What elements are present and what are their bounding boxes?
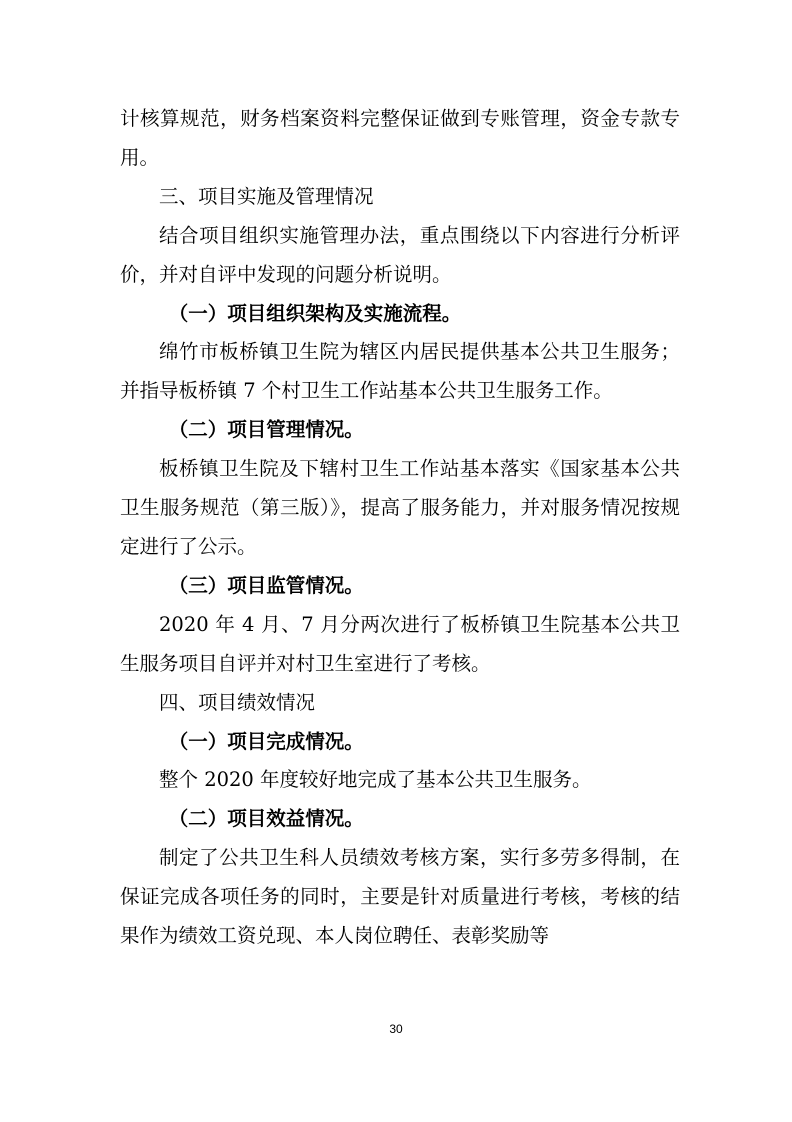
paragraph-finance-continuation: 计核算规范，财务档案资料完整保证做到专账管理，资金专款专用。 bbox=[120, 107, 680, 169]
paragraph-analysis-intro: 结合项目组织实施管理办法，重点围绕以下内容进行分析评价，并对自评中发现的问题分析说明。 bbox=[120, 223, 680, 286]
paragraph-organization: 绵竹市板桥镇卫生院为辖区内居民提供基本公共卫生服务；并指导板桥镇 7 个村卫生工作站基本公共卫生服务工作。 bbox=[120, 340, 680, 403]
page-number: 30 bbox=[389, 1022, 403, 1036]
heading-organization-structure: （一）项目组织架构及实施流程。 bbox=[168, 301, 462, 325]
heading-project-management: （二）项目管理情况。 bbox=[168, 418, 364, 442]
document-body bbox=[120, 100, 680, 956]
paragraph-benefits: 制定了公共卫生科人员绩效考核方案，实行多劳多得制，在保证完成各项任务的同时，主要是针对质量进行考核，考核的结果作为绩效工资兑现、本人岗位聘任、表彰奖励等 bbox=[120, 846, 680, 948]
paragraph-management: 板桥镇卫生院及下辖村卫生工作站基本落实《国家基本公共卫生服务规范（第三版）》，提高了服务能力，并对服务情况按规定进行了公示。 bbox=[120, 457, 680, 558]
heading-supervision: （三）项目监管情况。 bbox=[168, 573, 364, 597]
heading-completion: （一）项目完成情况。 bbox=[168, 729, 364, 753]
heading-benefits: （二）项目效益情况。 bbox=[168, 807, 364, 831]
heading-section-four: 四、项目绩效情况 bbox=[159, 690, 316, 714]
heading-section-three: 三、项目实施及管理情况 bbox=[159, 184, 374, 208]
paragraph-supervision: 2020 年 4 月、7 月分两次进行了板桥镇卫生院基本公共卫生服务项目自评并对村卫生室进行了考核。 bbox=[120, 612, 680, 675]
paragraph-completion: 整个 2020 年度较好地完成了基本公共卫生服务。 bbox=[159, 768, 592, 792]
